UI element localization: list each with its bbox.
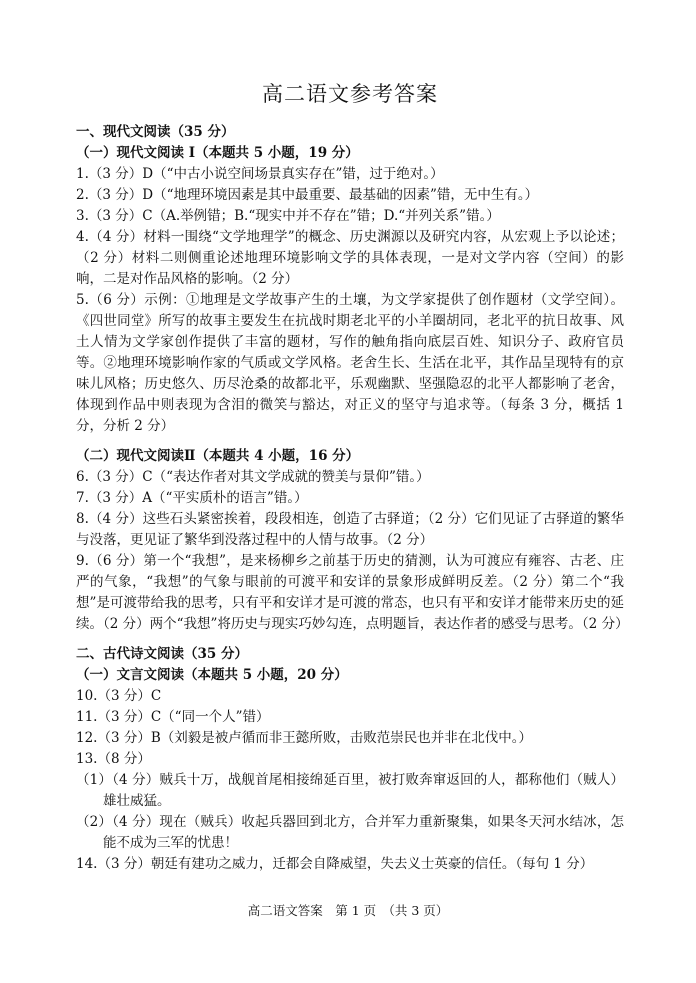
answer-q13-part1: （1）（4 分）贼兵十万，战舰首尾相接绵延百里，被打败奔窜返回的人，都称他们（贼人）雄壮威猛。 (76, 772, 624, 809)
subsection-heading-modern-reading-2: （二）现代文阅读Ⅱ（本题共 4 小题，16 分） (76, 448, 360, 464)
answer-q9: 9.（6 分）第一个“我想”，是来杨柳乡之前基于历史的猜测，认为可渡应有雍容、古老、庄严的气象，“我想”的气象与眼前的可渡平和安详的景象形成鲜明反差。（2 分）第二个“我想”是可渡带给我的思考，只有平和安详才是可渡的常态，也只有平和安详才能带来历史的延续。（2 分）两个“我想”将历史与现实巧妙勾连，点明题旨，表达作者的感受与思考。（2 分） (76, 553, 629, 632)
subsection-heading-classical-prose: （一）文言文阅读（本题共 5 小题，20 分） (76, 667, 348, 683)
answer-q12: 12.（3 分）B（刘毅是被卢循而非王懿所败，击败范崇民也并非在北伐中。） (76, 730, 533, 746)
answer-q1: 1.（3 分）D（“中古小说空间场景真实存在”错，过于绝对。） (76, 166, 444, 182)
answer-q6: 6.（3 分）C（“表达作者对其文学成就的赞美与景仰”错。） (76, 469, 430, 485)
page-title: 高二语文参考答案 (262, 82, 438, 106)
subsection-heading-modern-reading-1: （一）现代文阅读 I（本题共 5 小题，19 分） (76, 145, 359, 161)
answer-q7: 7.（3 分）A（“平实质朴的语言”错。） (76, 490, 308, 506)
answer-q8: 8.（4 分）这些石头紧密挨着，段段相连，创造了古驿道；（2 分）它们见证了古驿道的繁华与没落，更见证了繁华到没落过程中的人情与故事。（2 分） (76, 511, 624, 548)
answer-q3: 3.（3 分）C（A.举例错；B.“现实中并不存在”错；D.“并列关系”错。） (76, 208, 500, 224)
answer-q10: 10.（3 分）C (76, 688, 162, 704)
answer-q5: 5.（6 分）示例：①地理是文学故事产生的土壤，为文学家提供了创作题材（文学空间）。《四世同堂》所写的故事主要发生在抗战时期老北平的小羊圈胡同，老北平的抗日故事、风土人情为文学家创作提供了丰富的题材，写作的触角指向底层百姓、知识分子、政府官员等。②地理环境影响作家的气质或文学风格。老舍生长、生活在北平，其作品呈现特有的京味儿风格；历史悠久、历尽沧桑的故都北平，乐观幽默、坚强隐忍的北平人都影响了老舍，体现到作品中则表现为含泪的微笑与豁达，对正义的坚守与追求等。（每条 3 分，概括 1 分，分析 2 分） (76, 292, 624, 434)
answer-q13-part2: （2）（4 分）现在（贼兵）收起兵器回到北方，合并军力重新聚集，如果冬天河水结冰，怎能不成为三军的忧患！ (76, 814, 624, 851)
answer-q13: 13.（8 分） (76, 751, 151, 767)
answer-q4: 4.（4 分）材料一围绕“文学地理学”的概念、历史渊源以及研究内容，从宏观上予以论述；（2 分）材料二则侧重论述地理环境影响文学的具体表现，一是对文学内容（空间）的影响，二是对作品风格的影响。（2 分） (76, 229, 624, 287)
answer-q2: 2.（3 分）D（“地理环境因素是其中最重要、最基础的因素”错，无中生有。） (76, 187, 539, 203)
page-footer: 高二语文答案 第 1 页 （共 3 页） (247, 903, 449, 918)
answer-q14: 14.（3 分）朝廷有建功之威力，迁都会自降威望，失去义士英豪的信任。（每句 1 分） (76, 856, 594, 872)
answer-page (76, 80, 629, 875)
section-heading-classical-reading: 二、古代诗文阅读（35 分） (76, 646, 248, 662)
section-heading-modern-reading: 一、现代文阅读（35 分） (76, 124, 235, 140)
answer-q11: 11.（3 分）C（“同一个人”错） (76, 709, 270, 725)
